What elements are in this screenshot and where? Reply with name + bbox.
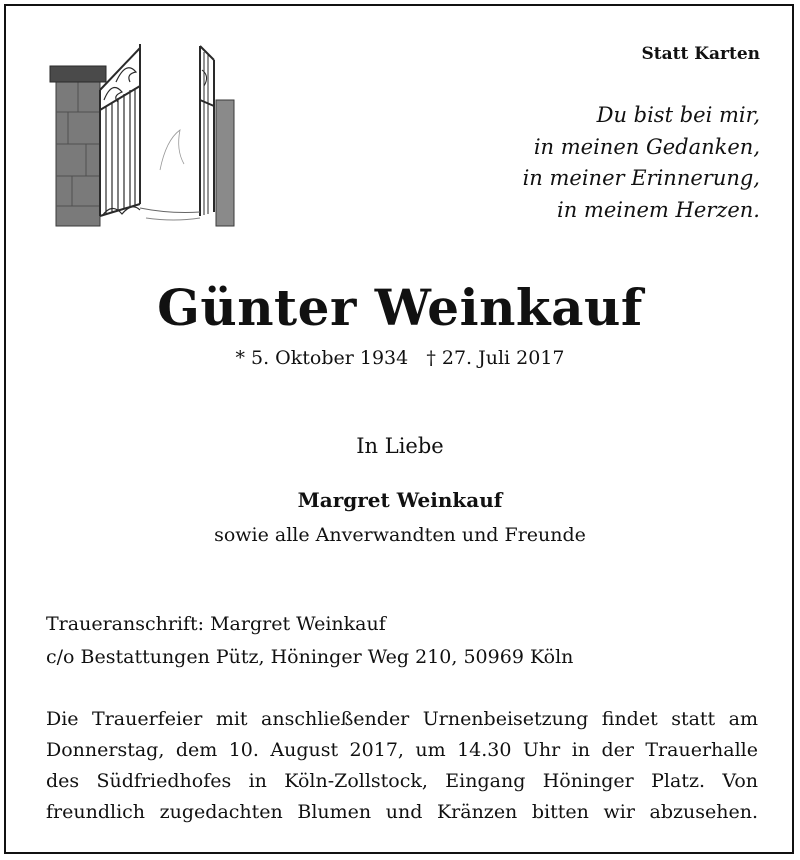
primary-mourner: Margret Weinkauf <box>297 488 503 512</box>
ceremony-line: Donnerstag, dem 10. August 2017, um 14.30 Uhr in der Trauerhalle <box>46 739 758 761</box>
ceremony-details <box>46 704 758 828</box>
poem-line: in meiner Erinnerung, <box>522 166 760 190</box>
other-mourners: sowie alle Anverwandten und Freunde <box>214 524 586 546</box>
poem-line: in meinen Gedanken, <box>533 134 760 159</box>
mourners-intro: In Liebe <box>356 434 444 458</box>
ceremony-line: des Südfriedhofes in Köln-Zollstock, Eingang Höninger Platz. Von <box>46 770 758 792</box>
deceased-name: Günter Weinkauf <box>157 278 643 337</box>
header-tag: Statt Karten <box>641 44 760 64</box>
poem-line: in meinem Herzen. <box>557 197 760 222</box>
mourning-address <box>46 608 573 674</box>
life-dates: * 5. Oktober 1934 † 27. Juli 2017 <box>235 347 565 369</box>
address-line: Traueranschrift: Margret Weinkauf <box>46 613 386 635</box>
memorial-poem <box>523 100 760 226</box>
open-garden-gate-icon <box>42 40 242 230</box>
ceremony-line: freundlich zugedachten Blumen und Kränzen bitten wir abzusehen. <box>46 801 758 823</box>
ceremony-line: Die Trauerfeier mit anschließender Urnenbeisetzung findet statt am <box>46 708 758 730</box>
poem-line: Du bist bei mir, <box>596 103 760 127</box>
address-line: c/o Bestattungen Pütz, Höninger Weg 210, 50969 Köln <box>46 646 574 668</box>
